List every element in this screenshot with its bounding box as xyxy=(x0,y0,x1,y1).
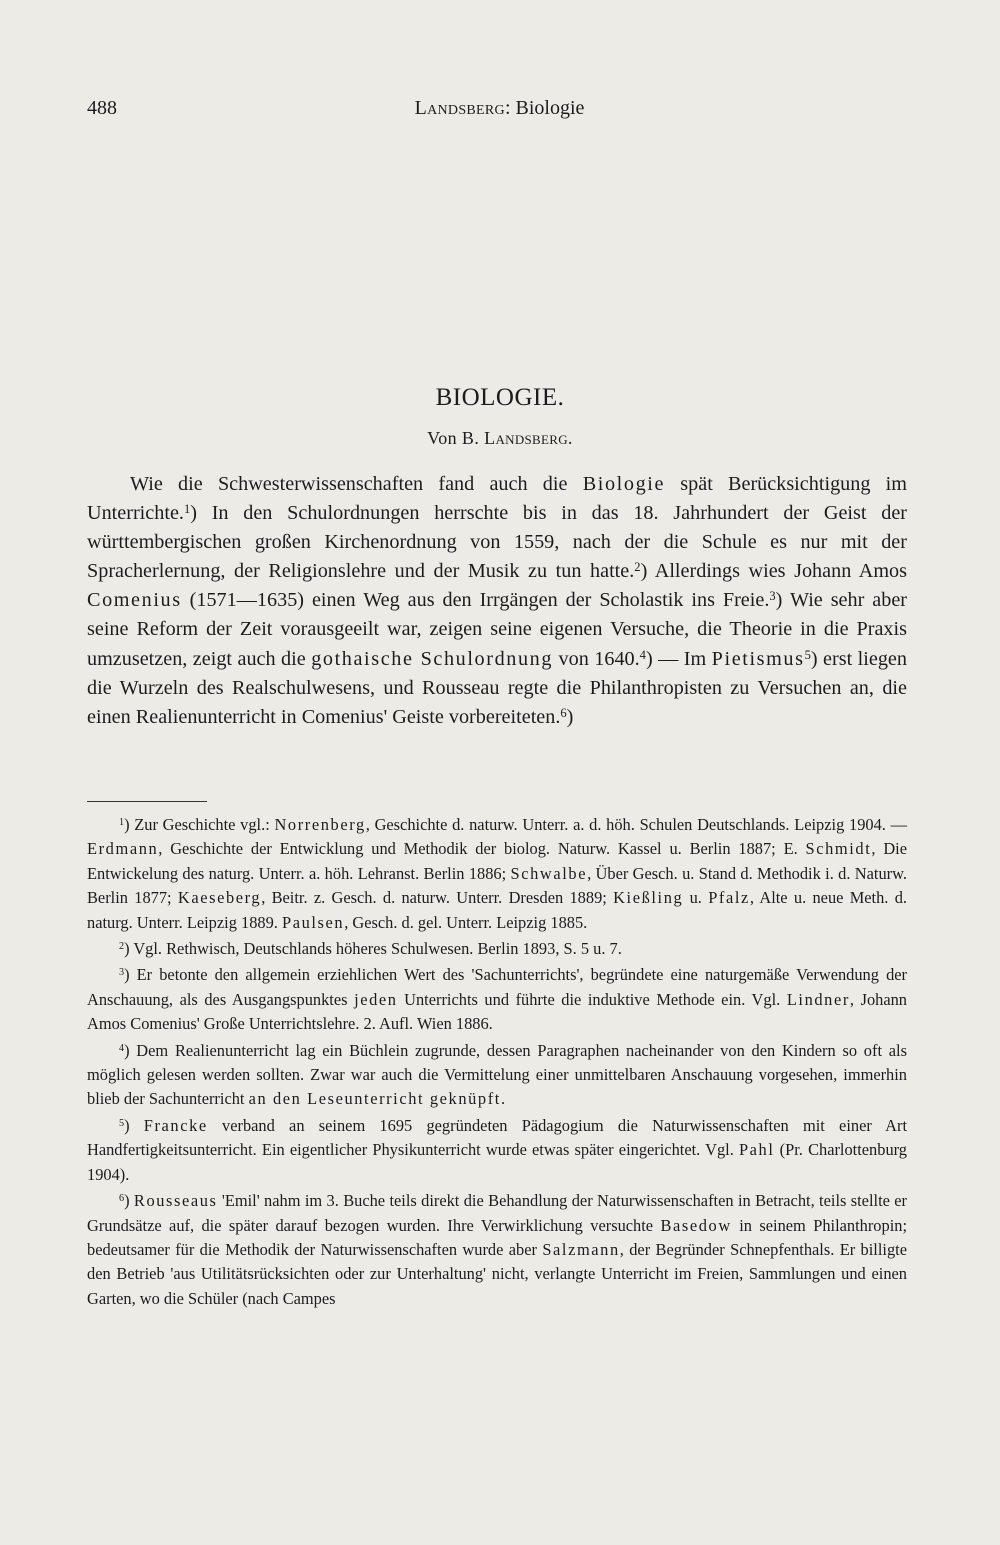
text-run: ) xyxy=(566,705,574,728)
spaced-term: Paulsen xyxy=(281,912,345,932)
text-run: ) Allerdings wies Johann Amos xyxy=(640,560,907,583)
spaced-term: Biologie xyxy=(582,473,666,495)
author-suffix: . xyxy=(567,428,573,448)
footnote-marker: 3 xyxy=(119,967,125,979)
text-run: ) Zur Geschichte vgl.: xyxy=(124,815,275,834)
text-run: , Geschichte der Entwicklung und Methodik der biolog. Naturw. Kassel u. Berlin 1887; E. xyxy=(158,839,806,859)
spaced-term: Schwalbe xyxy=(510,863,588,883)
footnote-separator xyxy=(87,801,207,802)
spaced-term: gothaische Schulordnung xyxy=(311,647,554,670)
text-run: , der Begründer Schnepfenthals. Er billigte den Betrieb 'aus Utilitätsrücksichten oder zur Unterhaltung' nicht, verlangte Unterricht im Freien, Sammlungen und einen Garten, wo die Schüler (nach Campes xyxy=(87,1239,907,1308)
spaced-term: Lindner xyxy=(786,989,850,1009)
spaced-term: Basedow xyxy=(660,1215,732,1235)
footnote-3 xyxy=(87,963,907,1036)
running-title-author: Landsberg xyxy=(414,97,505,119)
text-run: ) Wie sehr aber seine Reform der Zeit vorausgeeilt war, zeigen seine eigenen Versuche, die Theorie in die Praxis umzusetzen, zeigt auch die xyxy=(87,589,907,670)
text-run: , Beitr. z. Gesch. d. naturw. Unterr. Dresden 1889; xyxy=(261,888,614,908)
running-header xyxy=(87,97,912,127)
text-run: ) Dem Realienunterricht lag ein Büchlein zugrunde, dessen Paragraphen nacheinander von den Kindern so oft als möglich gelesen werden sollten. Zwar war auch die Vermittelung einer unmittelbaren Anschauung vorgesehen, immerhin blieb der Sachunterricht xyxy=(87,1040,907,1109)
footnote-ref[interactable]: 2 xyxy=(634,560,641,575)
spaced-term: jeden xyxy=(354,989,398,1009)
body-paragraph xyxy=(87,470,907,732)
spaced-term: Francke xyxy=(143,1115,208,1135)
text-run: Wie die Schwesterwissenschaften fand auch die xyxy=(130,473,583,495)
footnote-2 xyxy=(87,937,907,961)
text-run: ) In den Schulordnungen herrschte bis in das 18. Jahrhundert der Geist der württembergischen großen Kirchenordnung von 1559, nach der die Schule es nur mit der Spracherlernung, der Religionslehre und der Musik zu tun hatte. xyxy=(87,502,907,583)
chapter-title: BIOLOGIE. xyxy=(435,384,565,411)
text-run: , Gesch. d. gel. Unterr. Leipzig 1885. xyxy=(344,912,588,932)
spaced-term: Erdmann xyxy=(87,839,159,859)
footnote-marker: 5 xyxy=(119,1117,125,1129)
text-run: , Geschichte d. naturw. Unterr. a. d. höh. Schulen Deutschlands. Leipzig 1904. — xyxy=(365,815,907,834)
text-run: ) xyxy=(124,1191,134,1211)
text-run: , Die Entwickelung des naturg. Unterr. a. höh. Lehranst. Berlin 1886; xyxy=(87,839,907,883)
text-run: (Pr. Charlottenburg 1904). xyxy=(87,1140,908,1184)
text-run: (1571—1635) einen Weg aus den Irrgängen der Scholastik ins Freie. xyxy=(181,589,770,612)
spaced-term: Kaeseberg xyxy=(177,888,262,908)
text-run: verband an seinem 1695 gegründeten Pädagogium die Naturwissenschaften mit einer Art Handfertigkeitsunterricht. Ein eigentlicher Physikunterricht wurde etwas später eingerichtet. Vgl. xyxy=(87,1115,907,1160)
text-run: ) Vgl. Rethwisch, Deutschlands höheres Schulwesen. Berlin 1893, S. 5 u. 7. xyxy=(124,939,622,959)
spaced-term: Pfalz xyxy=(708,888,750,908)
footnote-marker: 2 xyxy=(119,940,125,952)
spaced-term: an den Leseunterricht geknüpft xyxy=(248,1089,501,1109)
page-number: 488 xyxy=(87,97,117,119)
spaced-term: Comenius xyxy=(87,589,182,612)
footnote-marker: 4 xyxy=(119,1042,125,1054)
spaced-term: Norrenberg xyxy=(274,815,366,834)
footnote-marker: 6 xyxy=(119,1193,125,1205)
footnote-marker: 1 xyxy=(119,816,125,828)
footnote-1 xyxy=(87,813,907,935)
text-run: ) Er betonte den allgemein erziehlichen Wert des 'Sachunterrichts', begründete eine naturgemäße Verwendung der Anschauung, als des Ausgangspunktes xyxy=(87,965,907,1009)
text-run: in seinem Philanthropin; bedeutsamer für die Methodik der Naturwissenschaften wurde aber xyxy=(87,1215,907,1259)
footnote-ref[interactable]: 6 xyxy=(560,705,567,720)
spaced-term: Rousseaus xyxy=(133,1191,218,1211)
text-run: u. xyxy=(683,888,709,908)
text-run: von 1640. xyxy=(553,647,640,670)
text-run: ) xyxy=(124,1115,144,1135)
spaced-term: Pahl xyxy=(738,1140,775,1160)
running-title-subject: : Biologie xyxy=(504,97,585,119)
spaced-term: Salzmann xyxy=(542,1239,620,1259)
text-run: . xyxy=(500,1089,506,1109)
text-run: , Über Gesch. u. Stand d. Methodik i. d. Naturw. Berlin 1877; xyxy=(87,863,907,908)
author-name: Landsberg xyxy=(484,428,568,448)
body-text xyxy=(87,470,907,732)
footnote-ref[interactable]: 4 xyxy=(639,647,646,662)
text-run: , Alte u. neue Meth. d. naturg. Unterr. Leipzig 1889. xyxy=(87,888,907,932)
text-run: ) erst liegen die Wurzeln des Realschulwesens, und Rousseau regte die Philanthropisten zu Versuchen an, die einen Realienunterricht in Comenius' Geiste vorbereiteten. xyxy=(87,647,907,728)
author-prefix: Von B. xyxy=(427,428,485,448)
spaced-term: Schmidt xyxy=(805,839,872,859)
spaced-term: Pietismus xyxy=(711,647,805,670)
running-title xyxy=(87,97,912,120)
footnote-ref[interactable]: 3 xyxy=(769,589,776,604)
footnotes xyxy=(87,813,907,1311)
footnote-5 xyxy=(87,1114,907,1187)
spaced-term: Kießling xyxy=(613,888,684,908)
author-line xyxy=(0,428,1000,449)
footnote-ref[interactable]: 1 xyxy=(183,501,191,516)
footnote-4 xyxy=(87,1039,907,1112)
text-run: 'Emil' nahm im 3. Buche teils direkt die Behandlung der Naturwissenschaften in Betracht, teils stellte er Grundsätze auf, die später darauf bezogen wurden. Ihre Verwirklichung versuchte xyxy=(87,1191,908,1235)
footnote-ref[interactable]: 5 xyxy=(804,647,811,662)
footnote-6 xyxy=(87,1189,907,1311)
text-run: Unterrichts und führte die induktive Methode ein. Vgl. xyxy=(397,989,787,1009)
text-run: , Johann Amos Comenius' Große Unterrichtslehre. 2. Aufl. Wien 1886. xyxy=(87,989,908,1034)
text-run: ) — Im xyxy=(645,647,712,670)
text-run: spät Berücksichtigung im Unterrichte. xyxy=(87,473,907,525)
